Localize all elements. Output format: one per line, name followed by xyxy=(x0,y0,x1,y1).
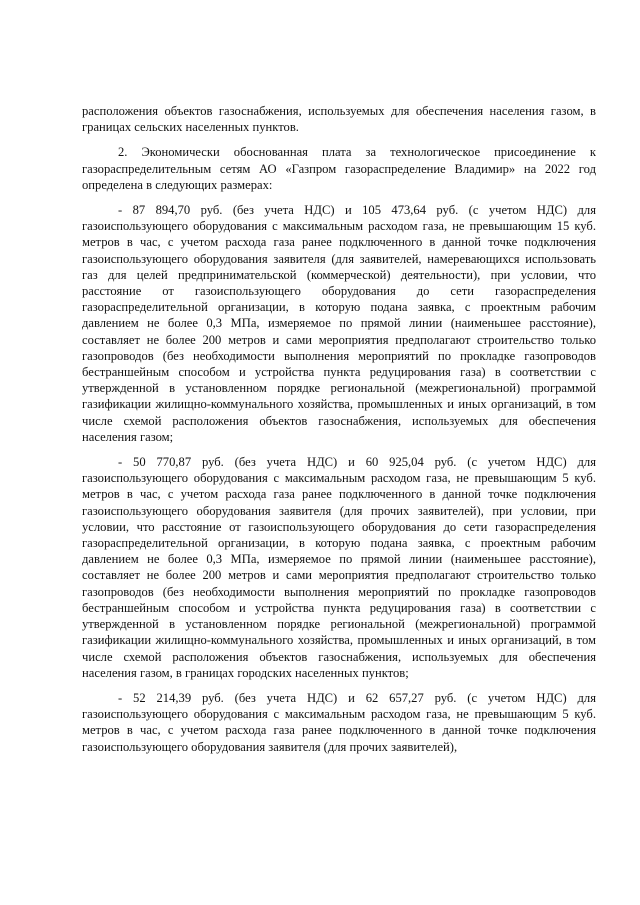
paragraph-gap xyxy=(82,681,596,690)
paragraph-gap xyxy=(82,445,596,454)
paragraph-section-2: 2. Экономически обоснованная плата за технологическое присоединение к газораспределительным сетям АО «Газпром газораспределение Владимир» на 2022 год определена в следующих размерах: xyxy=(82,145,596,192)
paragraph-gap xyxy=(82,193,596,202)
paragraph-continuation: расположения объектов газоснабжения, используемых для обеспечения населения газом, в границах сельских населенных пунктов. xyxy=(82,104,596,135)
document-page xyxy=(82,103,596,755)
paragraph-tariff-item-2: - 50 770,87 руб. (без учета НДС) и 60 925,04 руб. (с учетом НДС) для газоиспользующего оборудования с максимальным расходом газа, не превышающим 5 куб. метров в час, с учетом расхода газа ранее подключенного в данной точке подключения газоиспользующего оборудования заявителя (для прочих заявителей), при условии, при условии, что расстояние от газоиспользующего оборудования до сети газораспределения газораспределительной организации, в которую подана заявка, с проектным рабочим давлением не более 0,3 МПа, измеряемое по прямой линии (наименьшее расстояние), составляет не более 200 метров и сами мероприятия предполагают строительство только газопроводов (без необходимости выполнения мероприятий по прокладке газопроводов бестраншейным способом и устройства пункта редуцирования газа) в соответствии с утвержденной в установленном порядке региональной (межрегиональной) программой газификации жилищно-коммунального хозяйства, промышленных и иных организаций, в том числе схемой расположения объектов газоснабжения, используемых для обеспечения населения газом, в границах городских населенных пунктов; xyxy=(82,455,596,680)
paragraph-gap xyxy=(82,135,596,144)
paragraph-tariff-item-3: - 52 214,39 руб. (без учета НДС) и 62 657,27 руб. (с учетом НДС) для газоиспользующего оборудования с максимальным расходом газа, не превышающим 5 куб. метров в час, с учетом расхода газа ранее подключенного в данной точке подключения газоиспользующего оборудования заявителя (для прочих заявителей), xyxy=(82,690,596,754)
paragraph-tariff-item-1: - 87 894,70 руб. (без учета НДС) и 105 473,64 руб. (с учетом НДС) для газоиспользующего оборудования с максимальным расходом газа, не превышающим 15 куб. метров в час, с учетом расхода газа ранее подключенного в данной точке подключения газоиспользующего оборудования заявителя (для заявителей, намеревающихся использовать газ для целей предпринимательской (коммерческой) деятельности), при условии, что расстояние от газоиспользующего оборудования до сети газораспределения газораспределительной организации, в которую подана заявка, с проектным рабочим давлением не более 0,3 МПа, измеряемое по прямой линии (наименьшее расстояние), составляет не более 200 метров и сами мероприятия предполагают строительство только газопроводов (без необходимости выполнения мероприятий по прокладке газопроводов бестраншейным способом и устройства пункта редуцирования газа) в соответствии с утвержденной в установленном порядке региональной (межрегиональной) программой газификации жилищно-коммунального хозяйства, промышленных и иных организаций, в том числе схемой расположения объектов газоснабжения, используемых для обеспечения населения газом; xyxy=(82,203,596,444)
